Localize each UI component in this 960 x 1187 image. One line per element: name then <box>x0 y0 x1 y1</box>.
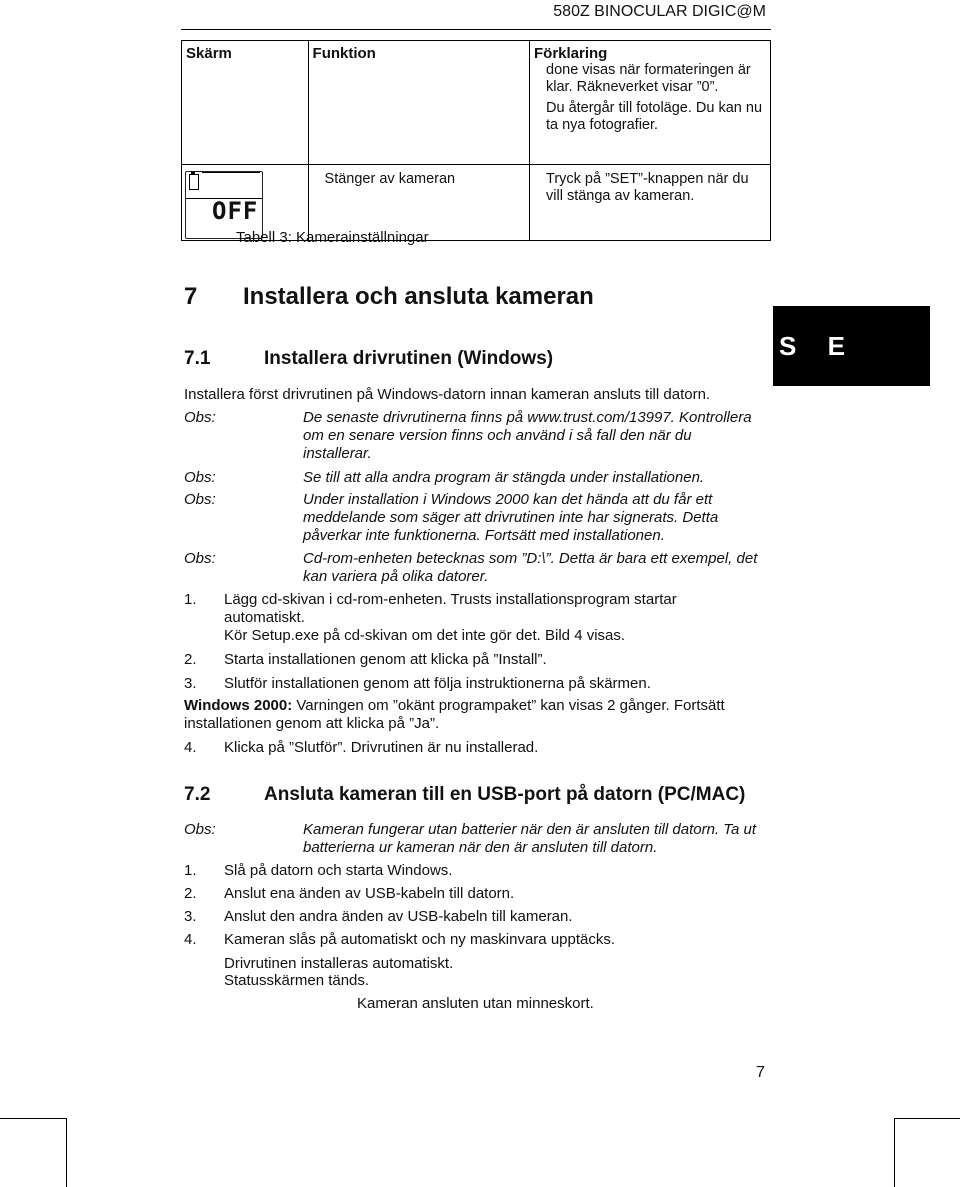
section-heading <box>184 283 594 311</box>
battery-icon <box>189 174 199 190</box>
note-text: Kameran fungerar utan batterier när den är ansluten till datorn. Ta ut batterierna ur kameran när den är ansluten till datorn. <box>303 821 757 856</box>
section-number: 7 <box>184 283 198 310</box>
explanation-cell <box>530 164 771 240</box>
step-number: 3. <box>184 908 197 925</box>
status-caption: Kameran ansluten utan minneskort. <box>357 995 594 1012</box>
step-text: Klicka på ”Slutför”. Drivrutinen är nu installerad. <box>224 739 539 756</box>
subsection-heading <box>184 784 745 806</box>
lcd-off-text: OFF <box>212 196 259 225</box>
explanation-text: done visas när formateringen är klar. Räkneverket visar ”0”. <box>546 62 751 95</box>
col-header-explanation: Förklaring <box>530 41 771 63</box>
step-number: 2. <box>184 651 197 668</box>
step-number: 2. <box>184 885 197 902</box>
windows-2000-note <box>184 697 764 733</box>
step-number: 3. <box>184 675 197 692</box>
note-label: Obs: <box>184 821 216 838</box>
note-label: Obs: <box>184 491 216 508</box>
table-caption: Tabell 3: Kamerainställningar <box>236 229 429 246</box>
explanation-text: Tryck på ”SET”-knappen när du vill stänga av kameran. <box>546 170 749 204</box>
step-text: Anslut ena änden av USB-kabeln till datorn. <box>224 885 515 902</box>
col-header-function: Funktion <box>308 41 529 63</box>
crop-mark <box>66 1118 67 1187</box>
windows-2000-text: Varningen om ”okänt programpaket” kan visas 2 gånger. Fortsätt installationen genom att klicka på ”Ja”. <box>184 697 725 732</box>
header-rule <box>181 29 771 30</box>
step-text: Slutför installationen genom att följa instruktionerna på skärmen. <box>224 675 651 692</box>
language-tab: S E <box>773 306 930 386</box>
note-label: Obs: <box>184 409 216 426</box>
note-text: Under installation i Windows 2000 kan det hända att du får ett meddelande som säger att drivrutinen inte har signerats. Detta påverkar inte funktionerna. Fortsätt med installationen. <box>303 491 719 544</box>
function-text: Stänger av kameran <box>324 170 456 187</box>
crop-mark <box>894 1118 960 1119</box>
subsection-title: Installera drivrutinen (Windows) <box>264 348 554 369</box>
page-number: 7 <box>756 1064 765 1081</box>
section-title: Installera och ansluta kameran <box>243 283 594 310</box>
step-number: 4. <box>184 931 197 948</box>
step-text: Starta installationen genom att klicka på ”Install”. <box>224 651 547 668</box>
function-cell <box>308 62 529 164</box>
note-text: De senaste drivrutinerna finns på www.trust.com/13997. Kontrollera om en senare version finns och använd i så fall den när du installerar. <box>303 409 752 462</box>
step-text: Anslut den andra änden av USB-kabeln till kameran. <box>224 908 573 925</box>
note-label: Obs: <box>184 550 216 567</box>
subsection-title: Ansluta kameran till en USB-port på datorn (PC/MAC) <box>264 784 746 805</box>
explanation-cell <box>530 62 771 164</box>
intro-paragraph: Installera först drivrutinen på Windows-datorn innan kameran ansluts till datorn. <box>184 386 711 403</box>
subsection-number: 7.1 <box>184 348 211 369</box>
step-number: 4. <box>184 739 197 756</box>
windows-2000-label: Windows 2000: <box>184 697 293 714</box>
step-number: 1. <box>184 591 197 608</box>
step-text: Slå på datorn och starta Windows. <box>224 862 453 879</box>
col-header-screen: Skärm <box>182 41 309 63</box>
explanation-text: Du återgår till fotoläge. Du kan nu ta nya fotografier. <box>546 100 763 133</box>
step-extra: Kör Setup.exe på cd-skivan om det inte gör det. Bild 4 visas. <box>224 627 626 644</box>
crop-mark <box>894 1118 895 1187</box>
note-text: Cd-rom-enheten betecknas som ”D:\”. Detta är bara ett exempel, det kan variera på olika datorer. <box>303 550 758 585</box>
running-header: 580Z BINOCULAR DIGIC@M <box>553 3 766 20</box>
table-row <box>182 62 771 164</box>
settings-table <box>181 40 771 241</box>
step-text: Kameran slås på automatiskt och ny maskinvara upptäcks. <box>224 931 616 948</box>
crop-mark <box>0 1118 66 1119</box>
note-label: Obs: <box>184 469 216 486</box>
step-extra: Statusskärmen tänds. <box>224 972 370 989</box>
step-text: Lägg cd-skivan i cd-rom-enheten. Trusts installationsprogram startar automatiskt. <box>224 591 677 626</box>
subsection-heading <box>184 348 553 370</box>
step-number: 1. <box>184 862 197 879</box>
step-extra: Drivrutinen installeras automatiskt. <box>224 955 454 972</box>
screen-cell <box>182 62 309 164</box>
note-text: Se till att alla andra program är stängda under installationen. <box>303 469 705 486</box>
subsection-number: 7.2 <box>184 784 211 805</box>
